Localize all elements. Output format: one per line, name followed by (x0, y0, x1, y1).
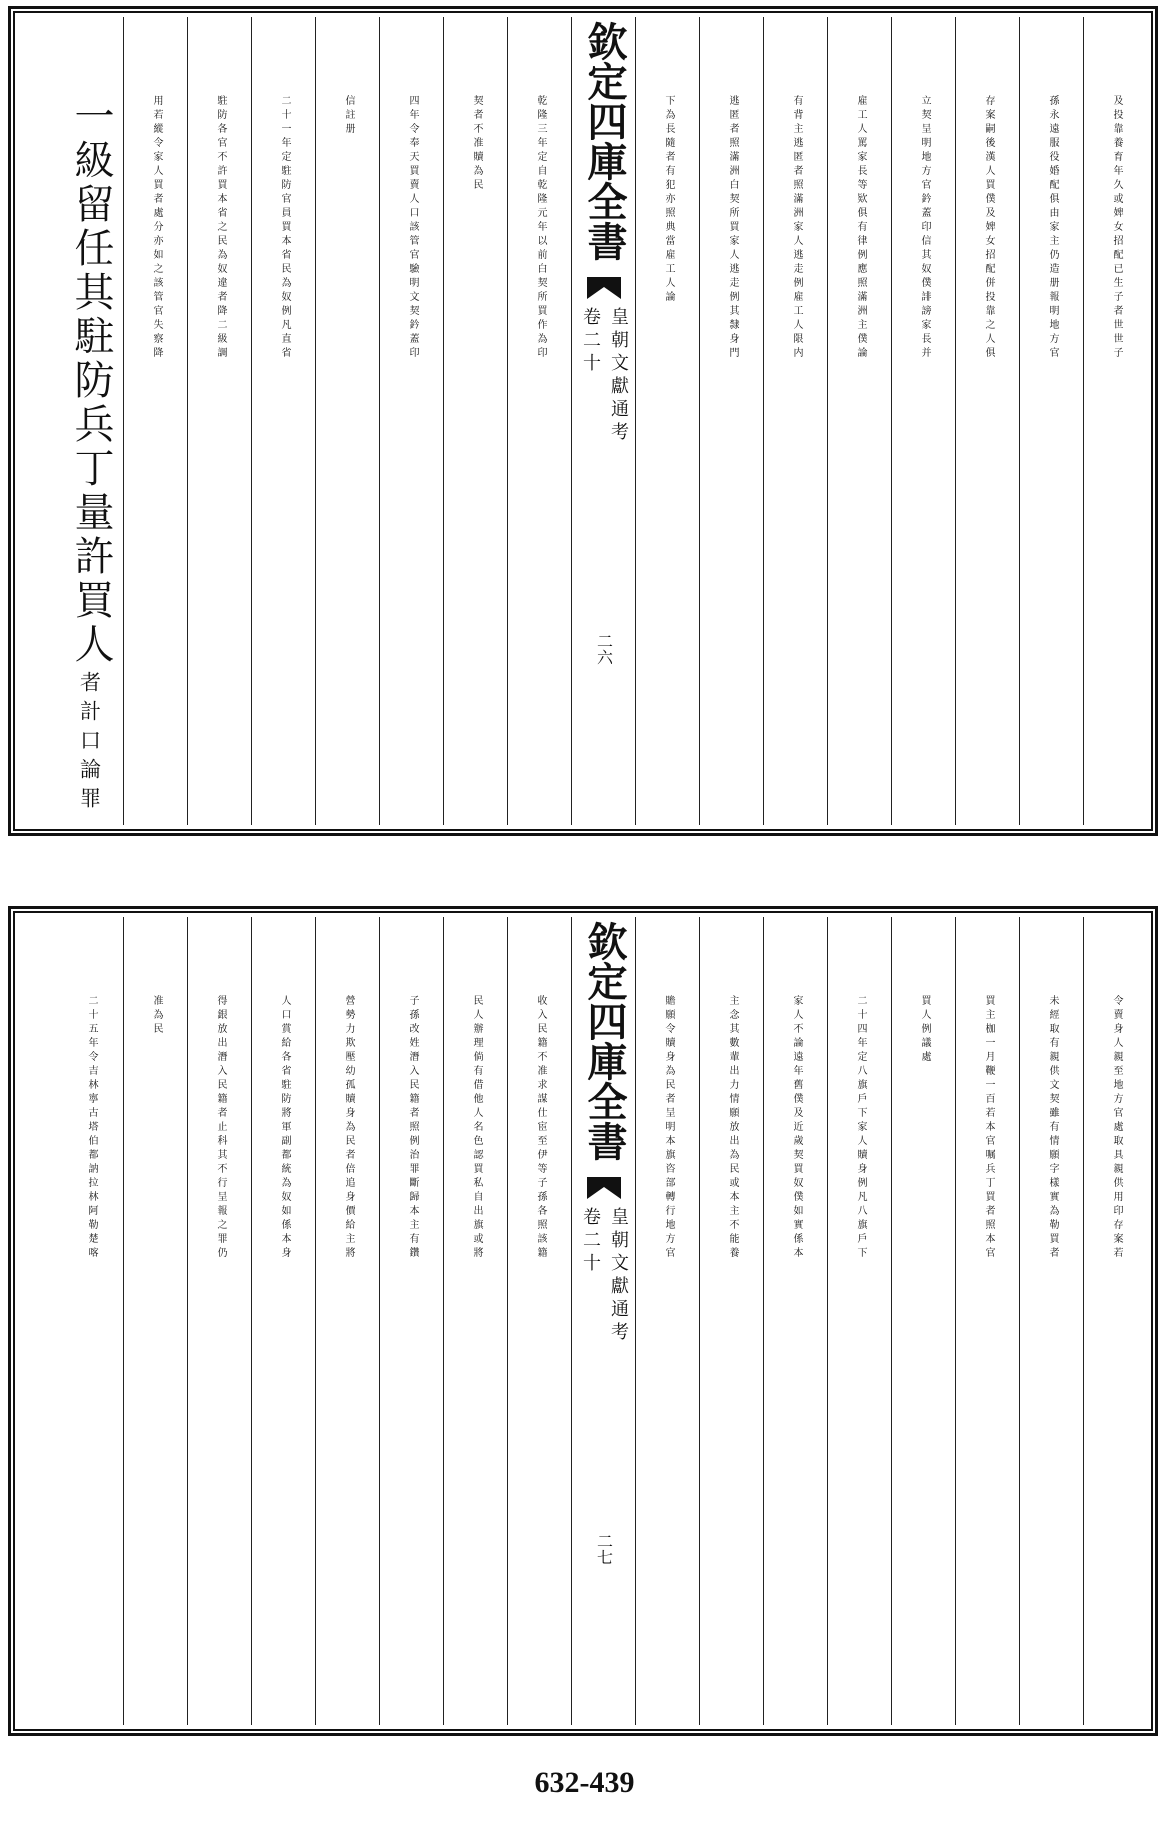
column-text: 駐防各官不許買本省之民為奴違者降二級調 (215, 95, 226, 361)
column-text: 二十五年令吉林寧古塔伯都訥拉林阿勒楚喀 (86, 995, 97, 1261)
upper-page-columns (19, 17, 1147, 825)
text-column (955, 17, 1020, 825)
text-column (827, 17, 892, 825)
text-column (635, 17, 700, 825)
column-text: 雇工人罵家長等欵俱有律例應照滿洲主僕論 (855, 95, 866, 361)
column-text: 一級留任其駐防兵丁量許買人 (68, 95, 114, 667)
fishtail-mark-icon (585, 275, 623, 301)
column-text: 有背主逃匿者照滿洲家人逃走例雇工人限内 (791, 95, 802, 361)
center-spine (571, 917, 636, 1725)
fishtail-mark-icon (585, 1175, 623, 1201)
column-text: 民人辦理倘有借他人名色認買私自出旗或將 (471, 995, 482, 1261)
text-column (891, 17, 956, 825)
text-column (763, 17, 828, 825)
column-text: 二十一年定駐防官員買本省民為奴例凡直省 (279, 95, 290, 361)
column-text: 孫永遠服役婚配俱由家主仍造册報明地方官 (1047, 95, 1058, 361)
folio-number: 二六 (594, 633, 614, 665)
page-number-footer: 632-439 (534, 1766, 635, 1799)
column-text: 買人例議處 (919, 995, 930, 1065)
column-text: 立契呈明地方官鈐蓋印信其奴僕誹謗家長并 (919, 95, 930, 361)
column-text: 信註册 (343, 95, 354, 137)
column-text: 下為長隨者有犯亦照典當雇工人論 (663, 95, 674, 305)
column-text: 未經取有親供文契雖有情願字樣實為勒買者 (1047, 995, 1058, 1261)
text-column (315, 17, 380, 825)
text-column (251, 17, 316, 825)
column-text: 得銀放出潛入民籍者止科其不行呈報之罪仍 (215, 995, 226, 1261)
text-column (827, 917, 892, 1725)
text-column (379, 17, 444, 825)
text-column (635, 917, 700, 1725)
text-column (955, 917, 1020, 1725)
column-text: 收入民籍不准求謀仕宦至伊等子孫各照該籍 (535, 995, 546, 1261)
column-text: 主念其數輩出力情願放出為民或本主不能養 (727, 995, 738, 1261)
text-column (1019, 917, 1084, 1725)
subtitle-text: 皇朝文獻通考 (608, 307, 629, 445)
text-column (507, 917, 572, 1725)
text-column (59, 17, 123, 825)
center-spine (571, 17, 636, 825)
text-column (507, 17, 572, 825)
column-text: 令賣身人親至地方官處取具親供用印存案若 (1111, 995, 1122, 1261)
column-text: 買主枷一月鞭一百若本官嘱兵丁買者照本官 (983, 995, 994, 1261)
text-column (443, 17, 508, 825)
column-text: 二十四年定八旗戶下家人贖身例凡八旗戶下 (855, 995, 866, 1261)
text-column (1083, 17, 1148, 825)
text-column (379, 917, 444, 1725)
book-title: 欽定四庫全書 (581, 921, 628, 1161)
text-column (891, 917, 956, 1725)
text-column (315, 917, 380, 1725)
column-text: 乾隆三年定自乾隆元年以前白契所買作為印 (535, 95, 546, 361)
column-text: 人口賞給各省駐防將軍副都統為奴如係本身 (279, 995, 290, 1261)
column-text: 准為民 (151, 995, 162, 1037)
volume-text: 卷二十 (580, 1207, 601, 1276)
column-text: 贍願令贖身為民者呈明本旗咨部轉行地方官 (663, 995, 674, 1261)
text-column (187, 17, 252, 825)
upper-page-panel (8, 6, 1158, 836)
text-column (123, 917, 188, 1725)
column-text: 逃匿者照滿洲白契所買家人逃走例其隸身門 (727, 95, 738, 361)
text-column (699, 17, 764, 825)
text-column (1083, 917, 1148, 1725)
text-column (699, 917, 764, 1725)
interlinear-note-left: 者計口論罪 (77, 671, 102, 816)
text-column (251, 917, 316, 1725)
column-text: 家人不論遠年舊僕及近歲契買奴僕如實係本 (791, 995, 802, 1261)
column-text: 及投靠養育年久或婢女招配已生子者世世子 (1111, 95, 1122, 361)
lower-page-panel (8, 906, 1158, 1736)
column-text: 營勢力欺壓幼孤贖身為民者倍追身價給主將 (343, 995, 354, 1261)
column-text: 四年令奉天買賣人口該管官驗明文契鈐蓋印 (407, 95, 418, 361)
text-column (59, 917, 123, 1725)
text-column (443, 917, 508, 1725)
folio-number: 二七 (594, 1533, 614, 1565)
lower-page-columns (19, 917, 1147, 1725)
column-text: 存案嗣後漢人買僕及婢女招配併投靠之人俱 (983, 95, 994, 361)
text-column (763, 917, 828, 1725)
text-column (187, 917, 252, 1725)
book-title: 欽定四庫全書 (581, 21, 628, 261)
text-column (123, 17, 188, 825)
column-text: 用若縱令家人買者處分亦如之該管官失察降 (151, 95, 162, 361)
subtitle-text: 皇朝文獻通考 (608, 1207, 629, 1345)
text-column (1019, 17, 1084, 825)
volume-text: 卷二十 (580, 307, 601, 376)
column-text: 契者不准贖為民 (471, 95, 482, 193)
column-text: 子孫改姓潛入民籍者照例治罪斷歸本主有鑽 (407, 995, 418, 1261)
